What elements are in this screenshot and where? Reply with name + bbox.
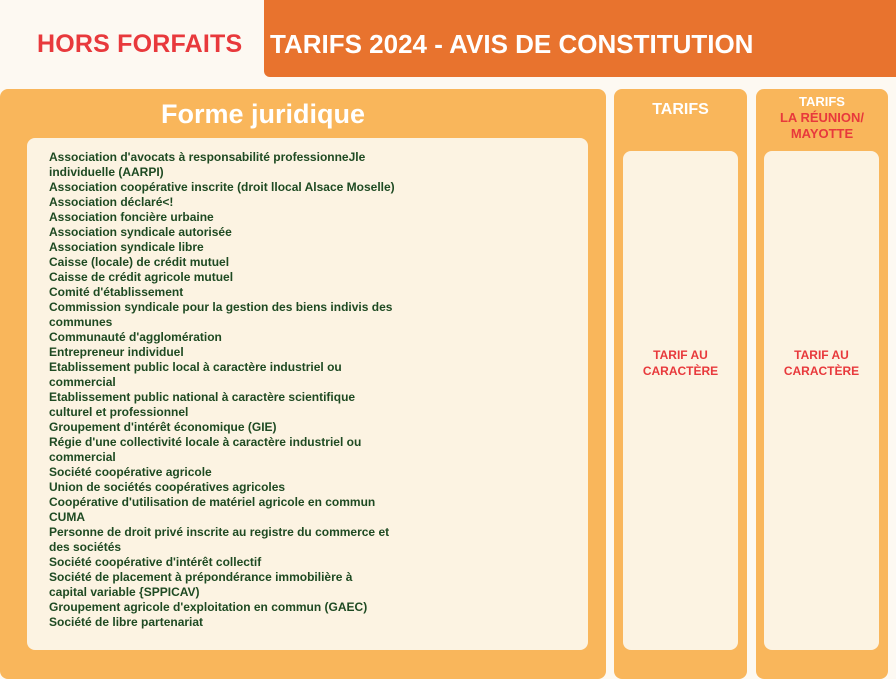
- forme-juridique-item: Association syndicale autorisée: [49, 225, 232, 239]
- reunion-heading-sub2: MAYOTTE: [790, 126, 854, 141]
- tarifs-box: [623, 151, 738, 650]
- forme-juridique-item: culturel et professionnel: [49, 405, 189, 419]
- tarifs-panel: [614, 89, 747, 679]
- reunion-value: [764, 347, 879, 379]
- forme-juridique-item: Société de placement à prépondérance immobilière à: [49, 570, 353, 584]
- forme-juridique-item: Association d'avocats à responsabilité professionneJle: [49, 150, 366, 164]
- forme-juridique-item: individuelle (AARPI): [49, 165, 164, 179]
- forme-juridique-item: Association syndicale libre: [49, 240, 204, 254]
- forme-juridique-item: Union de sociétés coopératives agricoles: [49, 480, 286, 494]
- forme-juridique-item: Personne de droit privé inscrite au registre du commerce et: [49, 525, 390, 539]
- tarifs-value: [623, 347, 738, 379]
- reunion-value-line2: CARACTÈRE: [783, 364, 860, 378]
- forme-juridique-heading: Forme juridique: [160, 99, 366, 129]
- forme-juridique-item: Société coopérative agricole: [49, 465, 212, 479]
- title-banner: [264, 0, 896, 77]
- forme-juridique-item: Association coopérative inscrite (droit llocal Alsace Moselle): [49, 180, 395, 194]
- reunion-value-line1: TARIF AU: [794, 348, 849, 362]
- forme-juridique-item: Association foncière urbaine: [49, 210, 214, 224]
- forme-juridique-list: [49, 150, 439, 630]
- forme-juridique-box: [27, 138, 588, 650]
- forme-juridique-item: communes: [49, 315, 113, 329]
- reunion-box: [764, 151, 879, 650]
- forme-juridique-item: CUMA: [49, 510, 85, 524]
- reunion-heading: [756, 94, 888, 142]
- reunion-heading-sub1: LA RÉUNION/: [779, 110, 865, 125]
- forme-juridique-item: Caisse (locale) de crédit mutuel: [49, 255, 230, 269]
- forme-juridique-item: capital variable {SPPICAV): [49, 585, 200, 599]
- forme-juridique-item: Comité d'établissement: [49, 285, 184, 299]
- tarifs-value-line1: TARIF AU: [653, 348, 708, 362]
- forme-juridique-item: Etablissement public national à caractère scientifique: [49, 390, 356, 404]
- forme-juridique-item: Communauté d'agglomération: [49, 330, 222, 344]
- forme-juridique-item: Société de libre partenariat: [49, 615, 204, 629]
- forme-juridique-item: Société coopérative d'intérêt collectif: [49, 555, 262, 569]
- tarifs-value-line2: CARACTÈRE: [642, 364, 719, 378]
- forme-juridique-item: Entrepreneur individuel: [49, 345, 184, 359]
- forme-juridique-item: Groupement agricole d'exploitation en commun (GAEC): [49, 600, 368, 614]
- reunion-heading-title: TARIFS: [799, 94, 845, 109]
- reunion-mayotte-panel: [756, 89, 888, 679]
- forme-juridique-item: Association déclaré<!: [49, 195, 174, 209]
- forme-juridique-item: des sociétés: [49, 540, 122, 554]
- forme-juridique-item: Etablissement public local à caractère industriel ou: [49, 360, 342, 374]
- forme-juridique-item: Régie d'une collectivité locale à caractère industriel ou: [49, 435, 362, 449]
- hors-forfaits-label: HORS FORFAITS: [37, 30, 243, 58]
- forme-juridique-item: Commission syndicale pour la gestion des biens indivis des: [49, 300, 393, 314]
- forme-juridique-panel: [0, 89, 606, 679]
- page-title: TARIFS 2024 - AVIS DE CONSTITUTION: [270, 29, 754, 59]
- forme-juridique-item: commercial: [49, 450, 116, 464]
- forme-juridique-item: Caisse de crédit agricole mutuel: [49, 270, 234, 284]
- forme-juridique-item: Coopérative d'utilisation de matériel agricole en commun: [49, 495, 376, 509]
- forme-juridique-item: Groupement d'intérêt économique (GIE): [49, 420, 277, 434]
- tarifs-heading: TARIFS: [652, 101, 709, 118]
- forme-juridique-item: commercial: [49, 375, 116, 389]
